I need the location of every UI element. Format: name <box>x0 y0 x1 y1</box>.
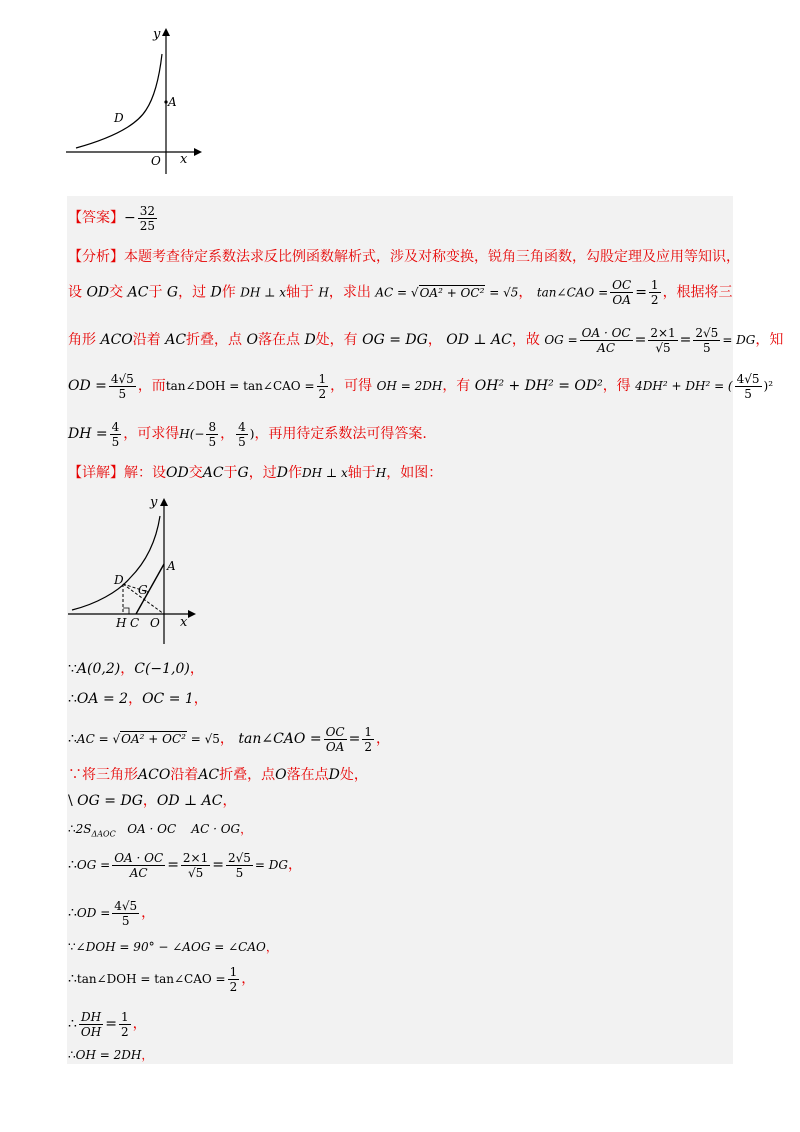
step-1: ∵A(0,2)，C(−1,0)， <box>68 661 204 677</box>
step-5: \ OG = DG，OD ⊥ AC， <box>68 793 237 809</box>
right-angle-mark <box>123 608 129 614</box>
step-8: ∴OD = $\frac{4√5}{5}$ ， <box>68 898 156 928</box>
graph2-A-label: A <box>167 559 176 573</box>
graph1-A-label: A <box>168 95 177 109</box>
graph2-G-label: G <box>138 583 148 597</box>
graph-curve-with-points <box>62 24 212 179</box>
analysis-text-1: 本题考查待定系数法求反比例函数解析式，涉及对称变换，锐角三角函数，勾股定理及应用等知识， <box>124 249 740 265</box>
answer-line <box>68 203 159 233</box>
analysis-line-1 <box>68 246 740 268</box>
answer-sign: − <box>124 210 136 226</box>
step-3: ∴AC = √OA² + OC² = √5， tan∠CAO = $\frac{OC}{OA}$ = $\frac{1}{2}$ ， <box>68 724 390 754</box>
step-9: ∵∠DOH = 90° − ∠AOG = ∠CAO， <box>68 940 278 954</box>
graph2-y-label: y <box>150 495 158 510</box>
detail-tag: 【详解】 <box>68 465 124 481</box>
step-6: $\therefore 2S_{\Delta AOC}$ OA · OC AC · OG， <box>68 822 253 839</box>
step-12: ∴OH = 2DH， <box>68 1048 154 1062</box>
graph2-C-label: C <box>130 616 140 630</box>
step-4: ∵将三角形ACO沿着AC折叠，点O落在点D处， <box>68 767 368 783</box>
graph2-x-label: x <box>180 615 188 630</box>
analysis-line-3: 角形 ACO沿着 AC折叠，点 O落在点 D处，有 OG = DG， OD ⊥ AC，故 OG = $\frac{OA \cdot OC}{AC}$ = $\frac{2\times 1}{√5}$ = $\frac{2√5}{5}$ = DG，知 <box>68 325 784 355</box>
graph1-x-label: x <box>180 152 188 167</box>
x-axis-arrow <box>188 610 196 618</box>
graph-fold-diagram <box>66 492 216 652</box>
graph2-O-label: O <box>150 616 160 630</box>
answer-fraction: $\frac{32}{25}$ <box>139 203 156 233</box>
analysis-tag: 【分析】 <box>68 249 124 265</box>
graph1-D-label: D <box>114 111 124 125</box>
graph2-H-label: H <box>116 616 127 630</box>
graph1-y-label: y <box>153 27 161 42</box>
step-7: ∴OG = $\frac{OA \cdot OC}{AC}$ = $\frac{2\times 1}{√5}$ = $\frac{2√5}{5}$ = DG， <box>68 850 302 880</box>
step-11: ∴ $\frac{DH}{OH}$ = $\frac{1}{2}$ ， <box>68 1009 147 1039</box>
y-axis-arrow <box>160 498 168 506</box>
step-10: ∴tan∠DOH = tan∠CAO = $\frac{1}{2}$ ， <box>68 964 256 994</box>
step-2: ∴OA = 2，OC = 1， <box>68 691 208 707</box>
detail-line: 【详解】解：设OD交AC于G，过D作DH ⊥ x轴于H，如图： <box>68 465 443 481</box>
answer-tag: 【答案】 <box>68 210 124 226</box>
graph1-O-label: O <box>151 154 161 168</box>
hyperbola-curve <box>76 54 162 148</box>
analysis-line-2: 设 OD交 AC于 G，过 D作 DH ⊥ x轴于 H，求出 AC = √OA² + OC² = √5， tan∠CAO = $\frac{OC}{OA}$ = $\frac{1}{2}$ ，根据将三 <box>68 278 733 307</box>
y-axis-arrow <box>162 28 170 36</box>
analysis-line-5: DH = $\frac{4}{5}$ ，可求得H(− $\frac{8}{5}$ ， $\frac{4}{5}$ )，再用待定系数法可得答案. <box>68 419 427 449</box>
x-axis-arrow <box>194 148 202 156</box>
analysis-line-4: OD = $\frac{4√5}{5}$ ，而tan∠DOH = tan∠CAO = $\frac{1}{2}$ ，可得 OH = 2DH，有 OH² + DH² = OD²，得 4DH² + DH² = ( $\frac{4√5}{5}$ )² <box>68 371 774 401</box>
graph2-D-label: D <box>114 573 124 587</box>
